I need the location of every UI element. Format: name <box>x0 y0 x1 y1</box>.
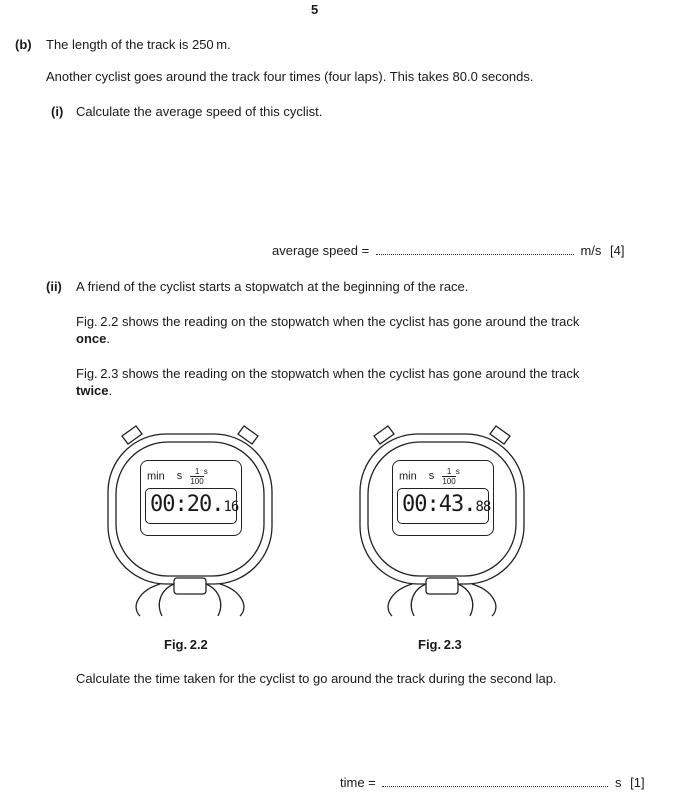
stopwatch-unit-labels <box>399 467 460 486</box>
min-label: min <box>399 470 417 483</box>
fig-2-2-caption: Fig. 2.2 <box>164 637 208 652</box>
part-ii-label: (ii) <box>46 279 62 294</box>
time-answer-field[interactable] <box>382 775 608 787</box>
stopwatch-fig-2-2 <box>100 418 280 618</box>
lcd-reading: 00:20.16 <box>150 492 239 517</box>
page-number: 5 <box>311 2 319 17</box>
lcd-window <box>145 488 237 524</box>
fraction-unit: s <box>203 467 208 476</box>
part-i-label: (i) <box>51 104 64 119</box>
part-i-marks: [4] <box>610 243 625 258</box>
part-i-question: Calculate the average speed of this cyclist. <box>76 104 323 119</box>
s-label: s <box>176 470 183 483</box>
min-label: min <box>147 470 165 483</box>
lcd-window <box>397 488 489 524</box>
fig22-emphasis: once. <box>76 331 110 346</box>
stopwatch-display <box>392 460 494 536</box>
fraction-denominator: 100 <box>190 477 204 486</box>
time-unit: s <box>615 775 622 790</box>
part-b-label: (b) <box>15 37 32 52</box>
stopwatch-fig-2-3 <box>352 418 532 618</box>
part-ii-marks: [1] <box>630 775 645 790</box>
average-speed-prefix: average speed = <box>272 243 370 258</box>
fig23-description: Fig. 2.3 shows the reading on the stopwatch when the cyclist has gone around the track <box>76 366 580 381</box>
time-prefix: time = <box>340 775 376 790</box>
fraction-numerator: 1 <box>190 467 203 477</box>
average-speed-unit: m/s <box>580 243 602 258</box>
fig22-description: Fig. 2.2 shows the reading on the stopwatch when the cyclist has gone around the track <box>76 314 580 329</box>
lcd-reading: 00:43.88 <box>402 492 491 517</box>
part-ii-question: Calculate the time taken for the cyclist to go around the track during the second lap. <box>76 671 557 686</box>
fraction-denominator: 100 <box>442 477 456 486</box>
fraction-unit: s <box>455 467 460 476</box>
fraction-numerator: 1 <box>442 467 455 477</box>
average-speed-answer-field[interactable] <box>376 243 574 255</box>
hundredths-fraction <box>190 467 203 486</box>
hundredths-fraction <box>442 467 455 486</box>
s-label: s <box>428 470 435 483</box>
time-answer-line <box>340 775 645 790</box>
fig23-emphasis: twice. <box>76 383 113 398</box>
fig-2-3-caption: Fig. 2.3 <box>418 637 462 652</box>
part-ii-line1: A friend of the cyclist starts a stopwatch at the beginning of the race. <box>76 279 469 294</box>
part-b-intro: The length of the track is 250 m. <box>46 37 231 52</box>
part-b-context: Another cyclist goes around the track four times (four laps). This takes 80.0 seconds. <box>46 69 534 84</box>
average-speed-answer-line <box>272 243 625 258</box>
stopwatch-display <box>140 460 242 536</box>
stopwatch-unit-labels <box>147 467 208 486</box>
